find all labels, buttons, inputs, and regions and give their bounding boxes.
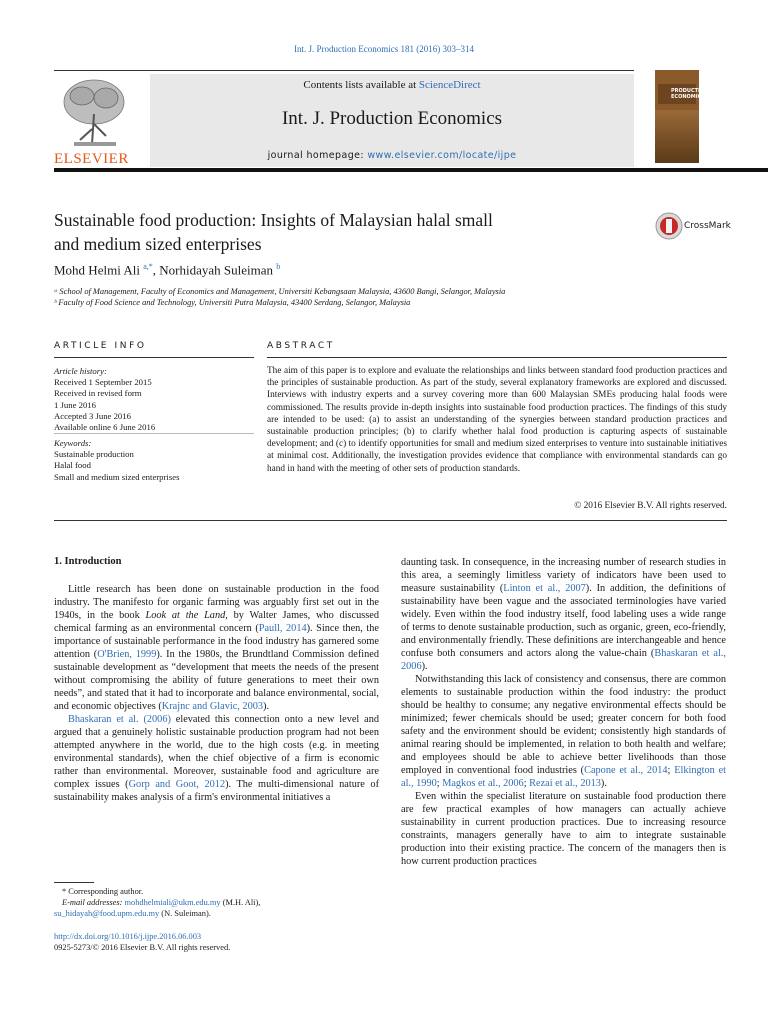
contents-line	[150, 79, 634, 91]
text-run: daunting task. In consequence, in the increasing number of research studies in this area, a seemingly limitless variety of indicators have been used to measure sustainability (	[401, 557, 726, 594]
contents-prefix: Contents lists available at	[303, 79, 419, 91]
history-item: Available online 6 June 2016	[54, 422, 156, 433]
email-line-2	[54, 908, 379, 919]
cover-text-2: ECONOMICS	[671, 94, 705, 100]
keyword-item: Sustainable production	[54, 449, 134, 460]
author-1-name: Mohd Helmi Ali	[54, 262, 140, 278]
crossmark-label[interactable]: CrossMark	[684, 221, 731, 231]
email-link-2[interactable]: su_hidayah@food.upm.edu.my	[54, 909, 160, 918]
citation-link[interactable]: Krajnc and Glavic, 2003	[161, 701, 264, 712]
citation-link[interactable]: Linton et al., 2007	[503, 583, 586, 594]
keywords-divider	[54, 433, 254, 434]
journal-cover-image	[655, 70, 709, 163]
citation-link[interactable]: Bhaskaran et al., 2006	[401, 648, 727, 672]
text-run: ). The multi-dimensional nature of sustainability makes analysis of a firm's environmental initiatives a	[54, 779, 379, 803]
abstract-heading: ABSTRACT	[267, 341, 335, 351]
author-1-affiliation-marker[interactable]: a,	[143, 262, 149, 271]
abstract-text: The aim of this paper is to explore and evaluate the relationships and links between standard food production practices and the principles of sustainable production. As part of the study, several explanatory frameworks are explored and discussed. Interviews with industry experts and a survey covering more than 600 Malaysian SMEs producing halal foods were commissioned. The results provide in-depth insights into sustainable food production practices. The findings of this study are intended to be used: (a) to assist an understanding of the synergies between standard production practices and sustainable production principles; (b) to clarify whether halal food production is capturing aspects of sustainable development; and (c) to identify opportunities for small and medium sized enterprises to venture into sustainable initiatives at minimal cost. Additionally, the investigation provides evidence that compliance with environmental standards can go hand in hand with the meeting of other sets of production standards.	[267, 366, 727, 474]
history-item: Accepted 3 June 2016	[54, 410, 131, 421]
citation-link[interactable]: Capone et al., 2014	[584, 765, 668, 776]
text-run: ;	[436, 778, 443, 789]
history-item: 1 June 2016	[54, 399, 96, 410]
abstract-rule	[267, 357, 727, 358]
history-item: Received in revised form	[54, 388, 142, 399]
homepage-link[interactable]: www.elsevier.com/locate/ijpe	[367, 150, 517, 161]
footnotes	[54, 886, 379, 919]
article-info-rule	[54, 357, 254, 358]
article-history	[54, 366, 254, 433]
citation-link[interactable]: Gorp and Goot, 2012	[128, 779, 226, 790]
citation-link[interactable]: Elkington et al., 1990	[401, 765, 727, 789]
article-title	[54, 208, 614, 256]
author-2-name: Norhidayah Suleiman	[159, 262, 273, 278]
text-run: ).	[263, 701, 270, 712]
abstract-bottom-rule	[54, 520, 727, 521]
email-label: E-mail addresses:	[62, 898, 125, 907]
affiliation-b: ᵇ Faculty of Food Science and Technology, Universiti Putra Malaysia, 43400 Serdang, Selangor, Malaysia	[54, 298, 411, 307]
text-run: ). In the 1980s, the Brundtland Commission defined sustainable development as “development that meets the needs of the present without compromising the ability of future generations to meet their own needs”, and stated that it had to incorporate and balance environmental, social, and economic objectives (	[54, 649, 379, 712]
corresponding-author-note: * Corresponding author.	[62, 887, 144, 896]
abstract-copyright: © 2016 Elsevier B.V. All rights reserved.	[574, 501, 727, 511]
email-owner-2: (N. Suleiman).	[159, 909, 211, 918]
text-run: elevated this connection onto a new level and argued that a genuinely holistic sustainable production program had not been attempted anywhere in the world, due to the high costs (e.g. in meeting environmental standards), when the chief objective of a firm is economic rather than environmental. Moreover, sustainable food and agriculture are complex issues (	[54, 714, 379, 790]
book-title: Look at the Land	[145, 610, 226, 621]
cover-text-1: PRODUCTION	[671, 88, 709, 94]
intro-paragraph-2	[54, 713, 379, 804]
title-line-1: Sustainable food production: Insights of Malaysian halal small	[54, 210, 493, 230]
sciencedirect-link[interactable]: ScienceDirect	[418, 79, 481, 91]
text-run: Notwithstanding this lack of consistency and consensus, there are common elements to sustainable production within the food industry: the product should be healthy to consume; any negative environmental effects should be minimized; fewer chemicals should be used; greater concern for both food safety and the environment should be evident; consistently high standards of animal rearing should be implemented, in relation to both health and welfare; and employees should be able to achieve better livelihoods than those employed in conventional food industries (	[401, 674, 726, 776]
header-top-rule	[54, 70, 634, 71]
intro-paragraph-2-continued	[401, 556, 726, 673]
doi-link[interactable]	[54, 931, 201, 942]
issn-line: 0925-5273/© 2016 Elsevier B.V. All rights reserved.	[54, 943, 231, 952]
affiliation-a: ᵃ School of Management, Faculty of Economics and Management, Universiti Kebangsaan Malaysia, 43600 Bangi, Selangor, Malaysia	[54, 287, 506, 296]
left-body-column	[54, 583, 379, 804]
text-run: Little research has been done on sustainable production in the food industry. The manifesto for organic farming was arguably first set out in the 1940s, in the book	[54, 584, 379, 621]
author-2-affiliation-marker[interactable]: b	[276, 262, 281, 271]
title-line-2: and medium sized enterprises	[54, 234, 262, 254]
journal-citation[interactable]: Int. J. Production Economics 181 (2016) 303–314	[294, 44, 474, 54]
text-run: ). Since then, the importance of sustainable performance in the food industry has garnered some attention (	[54, 623, 379, 660]
intro-paragraph-3	[401, 673, 726, 790]
citation-link[interactable]: Rezai et al., 2013	[529, 778, 601, 789]
right-body-column	[401, 556, 726, 868]
header-bottom-rule	[54, 168, 768, 172]
cover-title	[671, 88, 708, 100]
journal-homepage	[150, 150, 634, 161]
text-run: ).	[421, 661, 428, 672]
email-line-1	[54, 897, 379, 908]
citation-link[interactable]: Paull, 2014	[258, 623, 307, 634]
email-owner-1: (M.H. Ali),	[220, 898, 261, 907]
homepage-prefix: journal homepage:	[267, 150, 368, 161]
intro-paragraph-4: Even within the specialist literature on sustainable food production there are few practical examples of how managers can actually achieve sustainability in current production practices. Due to increasing resource constraints, managers generally have to aim to integrate sustainable production into their existing practice. The concern of the managers then is how current production practices	[401, 791, 726, 867]
elsevier-wordmark: ELSEVIER	[54, 151, 129, 167]
section-heading-introduction: 1. Introduction	[54, 556, 122, 567]
citation-link[interactable]: Magkos et al., 2006	[442, 778, 524, 789]
elsevier-tree-logo	[54, 74, 134, 152]
keyword-item: Halal food	[54, 460, 91, 471]
history-item: Received 1 September 2015	[54, 377, 152, 388]
text-run: ). In addition, the definitions of sustainability have been vague and the associated terminologies have varied widely. Even within the food industry itself, food labeling uses a wide range of terms to denote sustainable production, such as organic, green, eco-friendly, and environmentally friendly. These definitions are interchangeable and hence confuse both consumers and actors along the value-chain (	[401, 583, 726, 659]
author-separator: ,	[152, 262, 160, 278]
crossmark-badge[interactable]	[655, 212, 683, 240]
citation-link[interactable]: O'Brien, 1999	[97, 649, 157, 660]
doi-text[interactable]: http://dx.doi.org/10.1016/j.ijpe.2016.06.003	[54, 932, 202, 941]
journal-title: Int. J. Production Economics	[281, 108, 503, 129]
keywords-label: Keywords:	[54, 438, 92, 448]
text-run: ;	[523, 778, 530, 789]
author-list	[54, 262, 280, 278]
keyword-item: Small and medium sized enterprises	[54, 471, 180, 482]
footnote-rule	[54, 882, 94, 883]
keywords-block	[54, 438, 254, 483]
text-run: ;	[667, 765, 675, 776]
history-label: Article history:	[54, 366, 107, 376]
text-run: ).	[600, 778, 607, 789]
citation-link[interactable]: Bhaskaran et al. (2006)	[68, 714, 171, 725]
corresponding-author-marker[interactable]: *	[148, 262, 153, 271]
crossmark-icon	[655, 212, 683, 240]
email-link-1[interactable]: mohdhelmiali@ukm.edu.my	[124, 898, 221, 907]
intro-paragraph-1	[54, 583, 379, 713]
text-run: , by Walter James, who discussed chemical farming as an environmental concern (	[54, 610, 380, 634]
article-info-heading: ARTICLE INFO	[54, 341, 147, 351]
